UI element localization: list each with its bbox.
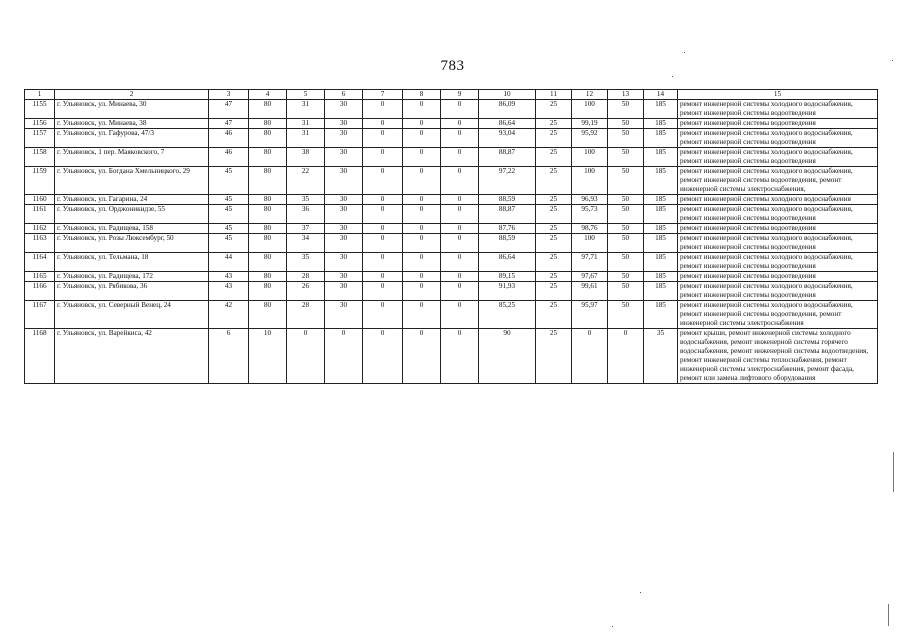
- cell-col-11: 25: [536, 129, 572, 148]
- cell-col-10: 86,64: [479, 253, 536, 272]
- cell-col-12: 95,73: [572, 205, 608, 224]
- cell-col-9: 0: [441, 282, 479, 301]
- cell-col-12: 96,93: [572, 195, 608, 205]
- table-body: [25, 100, 878, 384]
- cell-col-9: 0: [441, 272, 479, 282]
- cell-col-12: 99,61: [572, 282, 608, 301]
- cell-row-number: 1156: [25, 119, 55, 129]
- cell-col-5: 37: [287, 224, 325, 234]
- table-row: [25, 234, 878, 253]
- cell-col-9: 0: [441, 119, 479, 129]
- column-header-12: 12: [572, 90, 608, 100]
- cell-col-14: 185: [644, 253, 678, 272]
- cell-col-13: 50: [608, 119, 644, 129]
- cell-col-8: 0: [403, 301, 441, 329]
- cell-col-8: 0: [403, 100, 441, 119]
- cell-col-8: 0: [403, 224, 441, 234]
- cell-col-5: 31: [287, 100, 325, 119]
- cell-work-description: ремонт инженерной системы холодного водоснабжения, ремонт инженерной системы водоотведения, ремонт инженерной системы электроснабжения,: [678, 167, 878, 195]
- cell-col-12: 95,97: [572, 301, 608, 329]
- cell-row-number: 1163: [25, 234, 55, 253]
- cell-address: г. Ульяновск, ул. Радищева, 158: [55, 224, 209, 234]
- cell-col-3: 43: [209, 272, 249, 282]
- column-header-10: 10: [479, 90, 536, 100]
- cell-col-4: 80: [249, 167, 287, 195]
- cell-col-11: 25: [536, 224, 572, 234]
- cell-col-4: 80: [249, 272, 287, 282]
- cell-col-14: 185: [644, 100, 678, 119]
- cell-col-7: 0: [363, 282, 403, 301]
- cell-col-7: 0: [363, 205, 403, 224]
- table-row: [25, 272, 878, 282]
- cell-col-13: 50: [608, 195, 644, 205]
- cell-col-14: 35: [644, 329, 678, 384]
- cell-col-11: 25: [536, 272, 572, 282]
- cell-col-12: 100: [572, 100, 608, 119]
- cell-col-4: 80: [249, 301, 287, 329]
- cell-col-10: 87,76: [479, 224, 536, 234]
- cell-col-4: 80: [249, 282, 287, 301]
- cell-col-3: 46: [209, 129, 249, 148]
- column-header-2: 2: [55, 90, 209, 100]
- cell-work-description: ремонт инженерной системы водоотведения: [678, 119, 878, 129]
- cell-col-9: 0: [441, 195, 479, 205]
- table-row: [25, 282, 878, 301]
- table-row: [25, 100, 878, 119]
- column-header-6: 6: [325, 90, 363, 100]
- cell-col-8: 0: [403, 282, 441, 301]
- table-row: [25, 129, 878, 148]
- cell-work-description: ремонт инженерной системы холодного водоснабжения, ремонт инженерной системы водоотведения: [678, 148, 878, 167]
- cell-work-description: ремонт инженерной системы холодного водоснабжения, ремонт инженерной системы водоотведения: [678, 234, 878, 253]
- column-header-9: 9: [441, 90, 479, 100]
- cell-row-number: 1160: [25, 195, 55, 205]
- cell-col-10: 88,87: [479, 205, 536, 224]
- cell-col-8: 0: [403, 129, 441, 148]
- cell-col-11: 25: [536, 301, 572, 329]
- cell-col-6: 0: [325, 329, 363, 384]
- cell-col-5: 35: [287, 253, 325, 272]
- cell-col-13: 50: [608, 272, 644, 282]
- cell-col-6: 30: [325, 224, 363, 234]
- cell-col-4: 80: [249, 224, 287, 234]
- cell-col-11: 25: [536, 282, 572, 301]
- column-header-5: 5: [287, 90, 325, 100]
- column-header-14: 14: [644, 90, 678, 100]
- cell-col-7: 0: [363, 234, 403, 253]
- cell-col-13: 50: [608, 234, 644, 253]
- column-header-15: 15: [678, 90, 878, 100]
- cell-col-9: 0: [441, 253, 479, 272]
- cell-col-4: 80: [249, 234, 287, 253]
- cell-col-6: 30: [325, 234, 363, 253]
- cell-col-13: 50: [608, 205, 644, 224]
- cell-col-4: 80: [249, 148, 287, 167]
- cell-col-8: 0: [403, 329, 441, 384]
- cell-col-5: 36: [287, 205, 325, 224]
- cell-col-7: 0: [363, 272, 403, 282]
- cell-col-11: 25: [536, 205, 572, 224]
- cell-col-12: 100: [572, 167, 608, 195]
- cell-col-3: 42: [209, 301, 249, 329]
- cell-col-7: 0: [363, 148, 403, 167]
- cell-col-14: 185: [644, 129, 678, 148]
- cell-col-10: 88,59: [479, 195, 536, 205]
- cell-col-5: 26: [287, 282, 325, 301]
- cell-col-11: 25: [536, 253, 572, 272]
- cell-col-5: 31: [287, 129, 325, 148]
- cell-address: г. Ульяновск, ул. Радищева, 172: [55, 272, 209, 282]
- cell-col-8: 0: [403, 253, 441, 272]
- cell-col-13: 50: [608, 148, 644, 167]
- cell-col-6: 30: [325, 301, 363, 329]
- cell-row-number: 1165: [25, 272, 55, 282]
- cell-col-13: 50: [608, 224, 644, 234]
- cell-col-9: 0: [441, 329, 479, 384]
- cell-col-9: 0: [441, 234, 479, 253]
- column-header-1: 1: [25, 90, 55, 100]
- cell-work-description: ремонт инженерной системы холодного водоснабжения, ремонт инженерной системы водоотведения: [678, 253, 878, 272]
- column-header-11: 11: [536, 90, 572, 100]
- cell-col-10: 88,87: [479, 148, 536, 167]
- cell-address: г. Ульяновск, ул. Розы Люксембург, 50: [55, 234, 209, 253]
- cell-col-14: 185: [644, 195, 678, 205]
- cell-col-9: 0: [441, 301, 479, 329]
- cell-row-number: 1162: [25, 224, 55, 234]
- repair-program-table: [24, 89, 878, 384]
- cell-col-7: 0: [363, 167, 403, 195]
- cell-row-number: 1158: [25, 148, 55, 167]
- cell-col-3: 6: [209, 329, 249, 384]
- cell-address: г. Ульяновск, ул. Северный Венец, 24: [55, 301, 209, 329]
- cell-row-number: 1167: [25, 301, 55, 329]
- cell-work-description: ремонт инженерной системы водоотведения: [678, 224, 878, 234]
- table-row: [25, 253, 878, 272]
- cell-col-4: 80: [249, 205, 287, 224]
- cell-col-8: 0: [403, 234, 441, 253]
- cell-col-14: 185: [644, 272, 678, 282]
- cell-col-7: 0: [363, 129, 403, 148]
- cell-col-14: 185: [644, 148, 678, 167]
- cell-col-4: 80: [249, 195, 287, 205]
- cell-col-13: 50: [608, 100, 644, 119]
- cell-col-4: 80: [249, 253, 287, 272]
- column-header-13: 13: [608, 90, 644, 100]
- cell-col-5: 34: [287, 234, 325, 253]
- cell-col-3: 46: [209, 148, 249, 167]
- cell-col-7: 0: [363, 195, 403, 205]
- cell-address: г. Ульяновск, 1 пер. Маяковского, 7: [55, 148, 209, 167]
- cell-col-8: 0: [403, 272, 441, 282]
- column-header-3: 3: [209, 90, 249, 100]
- cell-col-11: 25: [536, 119, 572, 129]
- cell-col-13: 50: [608, 167, 644, 195]
- cell-col-11: 25: [536, 234, 572, 253]
- cell-address: г. Ульяновск, ул. Минаева, 30: [55, 100, 209, 119]
- cell-col-7: 0: [363, 224, 403, 234]
- cell-col-7: 0: [363, 119, 403, 129]
- cell-address: г. Ульяновск, ул. Гафурова, 47/3: [55, 129, 209, 148]
- cell-row-number: 1166: [25, 282, 55, 301]
- cell-col-12: 95,92: [572, 129, 608, 148]
- cell-col-3: 43: [209, 282, 249, 301]
- cell-col-10: 90: [479, 329, 536, 384]
- header-row: [25, 90, 878, 100]
- table-row: [25, 301, 878, 329]
- cell-col-8: 0: [403, 195, 441, 205]
- cell-col-6: 30: [325, 129, 363, 148]
- cell-col-10: 97,22: [479, 167, 536, 195]
- cell-col-6: 30: [325, 195, 363, 205]
- cell-col-11: 25: [536, 329, 572, 384]
- cell-col-3: 45: [209, 234, 249, 253]
- cell-col-11: 25: [536, 167, 572, 195]
- cell-row-number: 1157: [25, 129, 55, 148]
- cell-col-14: 185: [644, 167, 678, 195]
- cell-col-6: 30: [325, 253, 363, 272]
- table-row: [25, 329, 878, 384]
- cell-col-13: 50: [608, 253, 644, 272]
- cell-col-10: 85,25: [479, 301, 536, 329]
- cell-col-8: 0: [403, 205, 441, 224]
- cell-col-3: 47: [209, 100, 249, 119]
- cell-col-6: 30: [325, 148, 363, 167]
- cell-col-10: 91,93: [479, 282, 536, 301]
- cell-col-9: 0: [441, 167, 479, 195]
- cell-col-10: 89,15: [479, 272, 536, 282]
- cell-col-8: 0: [403, 119, 441, 129]
- cell-work-description: ремонт инженерной системы холодного водоснабжения, ремонт инженерной системы водоотведения: [678, 129, 878, 148]
- cell-work-description: ремонт инженерной системы холодного водоснабжения, ремонт инженерной системы водоотведения: [678, 205, 878, 224]
- cell-col-4: 80: [249, 100, 287, 119]
- cell-col-6: 30: [325, 167, 363, 195]
- cell-col-3: 44: [209, 253, 249, 272]
- cell-col-12: 98,76: [572, 224, 608, 234]
- cell-col-6: 30: [325, 205, 363, 224]
- cell-address: г. Ульяновск, ул. Богдана Хмельницкого, 29: [55, 167, 209, 195]
- cell-address: г. Ульяновск, ул. Тельмана, 18: [55, 253, 209, 272]
- column-header-4: 4: [249, 90, 287, 100]
- cell-address: г. Ульяновск, ул. Орджоникидзе, 55: [55, 205, 209, 224]
- cell-col-3: 45: [209, 195, 249, 205]
- cell-col-8: 0: [403, 167, 441, 195]
- cell-col-9: 0: [441, 224, 479, 234]
- cell-col-6: 30: [325, 119, 363, 129]
- page-number: 783: [440, 58, 465, 74]
- cell-col-7: 0: [363, 100, 403, 119]
- cell-work-description: ремонт инженерной системы водоотведения: [678, 272, 878, 282]
- cell-col-10: 86,64: [479, 119, 536, 129]
- cell-col-11: 25: [536, 148, 572, 167]
- cell-col-3: 45: [209, 205, 249, 224]
- cell-col-5: 22: [287, 167, 325, 195]
- cell-col-3: 47: [209, 119, 249, 129]
- cell-col-12: 0: [572, 329, 608, 384]
- cell-col-14: 185: [644, 282, 678, 301]
- table-row: [25, 119, 878, 129]
- table-row: [25, 205, 878, 224]
- cell-col-5: 0: [287, 329, 325, 384]
- table-row: [25, 148, 878, 167]
- cell-address: г. Ульяновск, ул. Варейкиса, 42: [55, 329, 209, 384]
- cell-col-14: 185: [644, 301, 678, 329]
- table-row: [25, 167, 878, 195]
- cell-col-5: 38: [287, 148, 325, 167]
- cell-col-5: 28: [287, 301, 325, 329]
- cell-col-13: 50: [608, 129, 644, 148]
- cell-col-5: 28: [287, 272, 325, 282]
- cell-col-9: 0: [441, 205, 479, 224]
- cell-col-12: 97,71: [572, 253, 608, 272]
- cell-col-7: 0: [363, 253, 403, 272]
- table-row: [25, 195, 878, 205]
- cell-col-11: 25: [536, 100, 572, 119]
- cell-col-5: 35: [287, 195, 325, 205]
- cell-col-3: 45: [209, 167, 249, 195]
- cell-col-9: 0: [441, 148, 479, 167]
- cell-row-number: 1161: [25, 205, 55, 224]
- cell-col-9: 0: [441, 129, 479, 148]
- cell-col-13: 50: [608, 301, 644, 329]
- cell-col-12: 100: [572, 148, 608, 167]
- cell-work-description: ремонт инженерной системы холодного водоснабжения, ремонт инженерной системы водоотведения: [678, 282, 878, 301]
- cell-col-6: 30: [325, 272, 363, 282]
- cell-col-10: 86,09: [479, 100, 536, 119]
- cell-row-number: 1159: [25, 167, 55, 195]
- cell-col-14: 185: [644, 205, 678, 224]
- column-header-8: 8: [403, 90, 441, 100]
- column-header-7: 7: [363, 90, 403, 100]
- cell-row-number: 1155: [25, 100, 55, 119]
- cell-col-6: 30: [325, 282, 363, 301]
- cell-address: г. Ульяновск, ул. Минаева, 38: [55, 119, 209, 129]
- cell-col-13: 50: [608, 282, 644, 301]
- cell-col-12: 99,19: [572, 119, 608, 129]
- cell-col-12: 97,67: [572, 272, 608, 282]
- cell-address: г. Ульяновск, ул. Гагарина, 24: [55, 195, 209, 205]
- cell-col-6: 30: [325, 100, 363, 119]
- cell-col-10: 93,04: [479, 129, 536, 148]
- cell-col-14: 185: [644, 224, 678, 234]
- cell-col-4: 80: [249, 129, 287, 148]
- cell-col-4: 80: [249, 119, 287, 129]
- cell-col-5: 31: [287, 119, 325, 129]
- cell-work-description: ремонт крыши, ремонт инженерной системы холодного водоснабжения, ремонт инженерной системы горячего водоснабжения, ремонт инженерной системы водоотведения, ремонт инженерной системы теплоснабжения, ремонт инженерной системы электроснабжения, ремонт фасада, ремонт или замена лифтового оборудования: [678, 329, 878, 384]
- cell-col-12: 100: [572, 234, 608, 253]
- cell-col-7: 0: [363, 301, 403, 329]
- cell-col-11: 25: [536, 195, 572, 205]
- cell-col-4: 10: [249, 329, 287, 384]
- cell-row-number: 1168: [25, 329, 55, 384]
- table-row: [25, 224, 878, 234]
- cell-col-9: 0: [441, 100, 479, 119]
- cell-col-8: 0: [403, 148, 441, 167]
- cell-col-14: 185: [644, 119, 678, 129]
- cell-col-10: 88,59: [479, 234, 536, 253]
- cell-col-7: 0: [363, 329, 403, 384]
- cell-address: г. Ульяновск, ул. Рябикова, 36: [55, 282, 209, 301]
- cell-work-description: ремонт инженерной системы холодного водоснабжения: [678, 195, 878, 205]
- cell-col-3: 45: [209, 224, 249, 234]
- cell-row-number: 1164: [25, 253, 55, 272]
- cell-col-13: 0: [608, 329, 644, 384]
- cell-col-14: 185: [644, 234, 678, 253]
- cell-work-description: ремонт инженерной системы холодного водоснабжения, ремонт инженерной системы водоотведения: [678, 100, 878, 119]
- cell-work-description: ремонт инженерной системы холодного водоснабжения, ремонт инженерной системы водоотведения, ремонт инженерной системы электроснабжения: [678, 301, 878, 329]
